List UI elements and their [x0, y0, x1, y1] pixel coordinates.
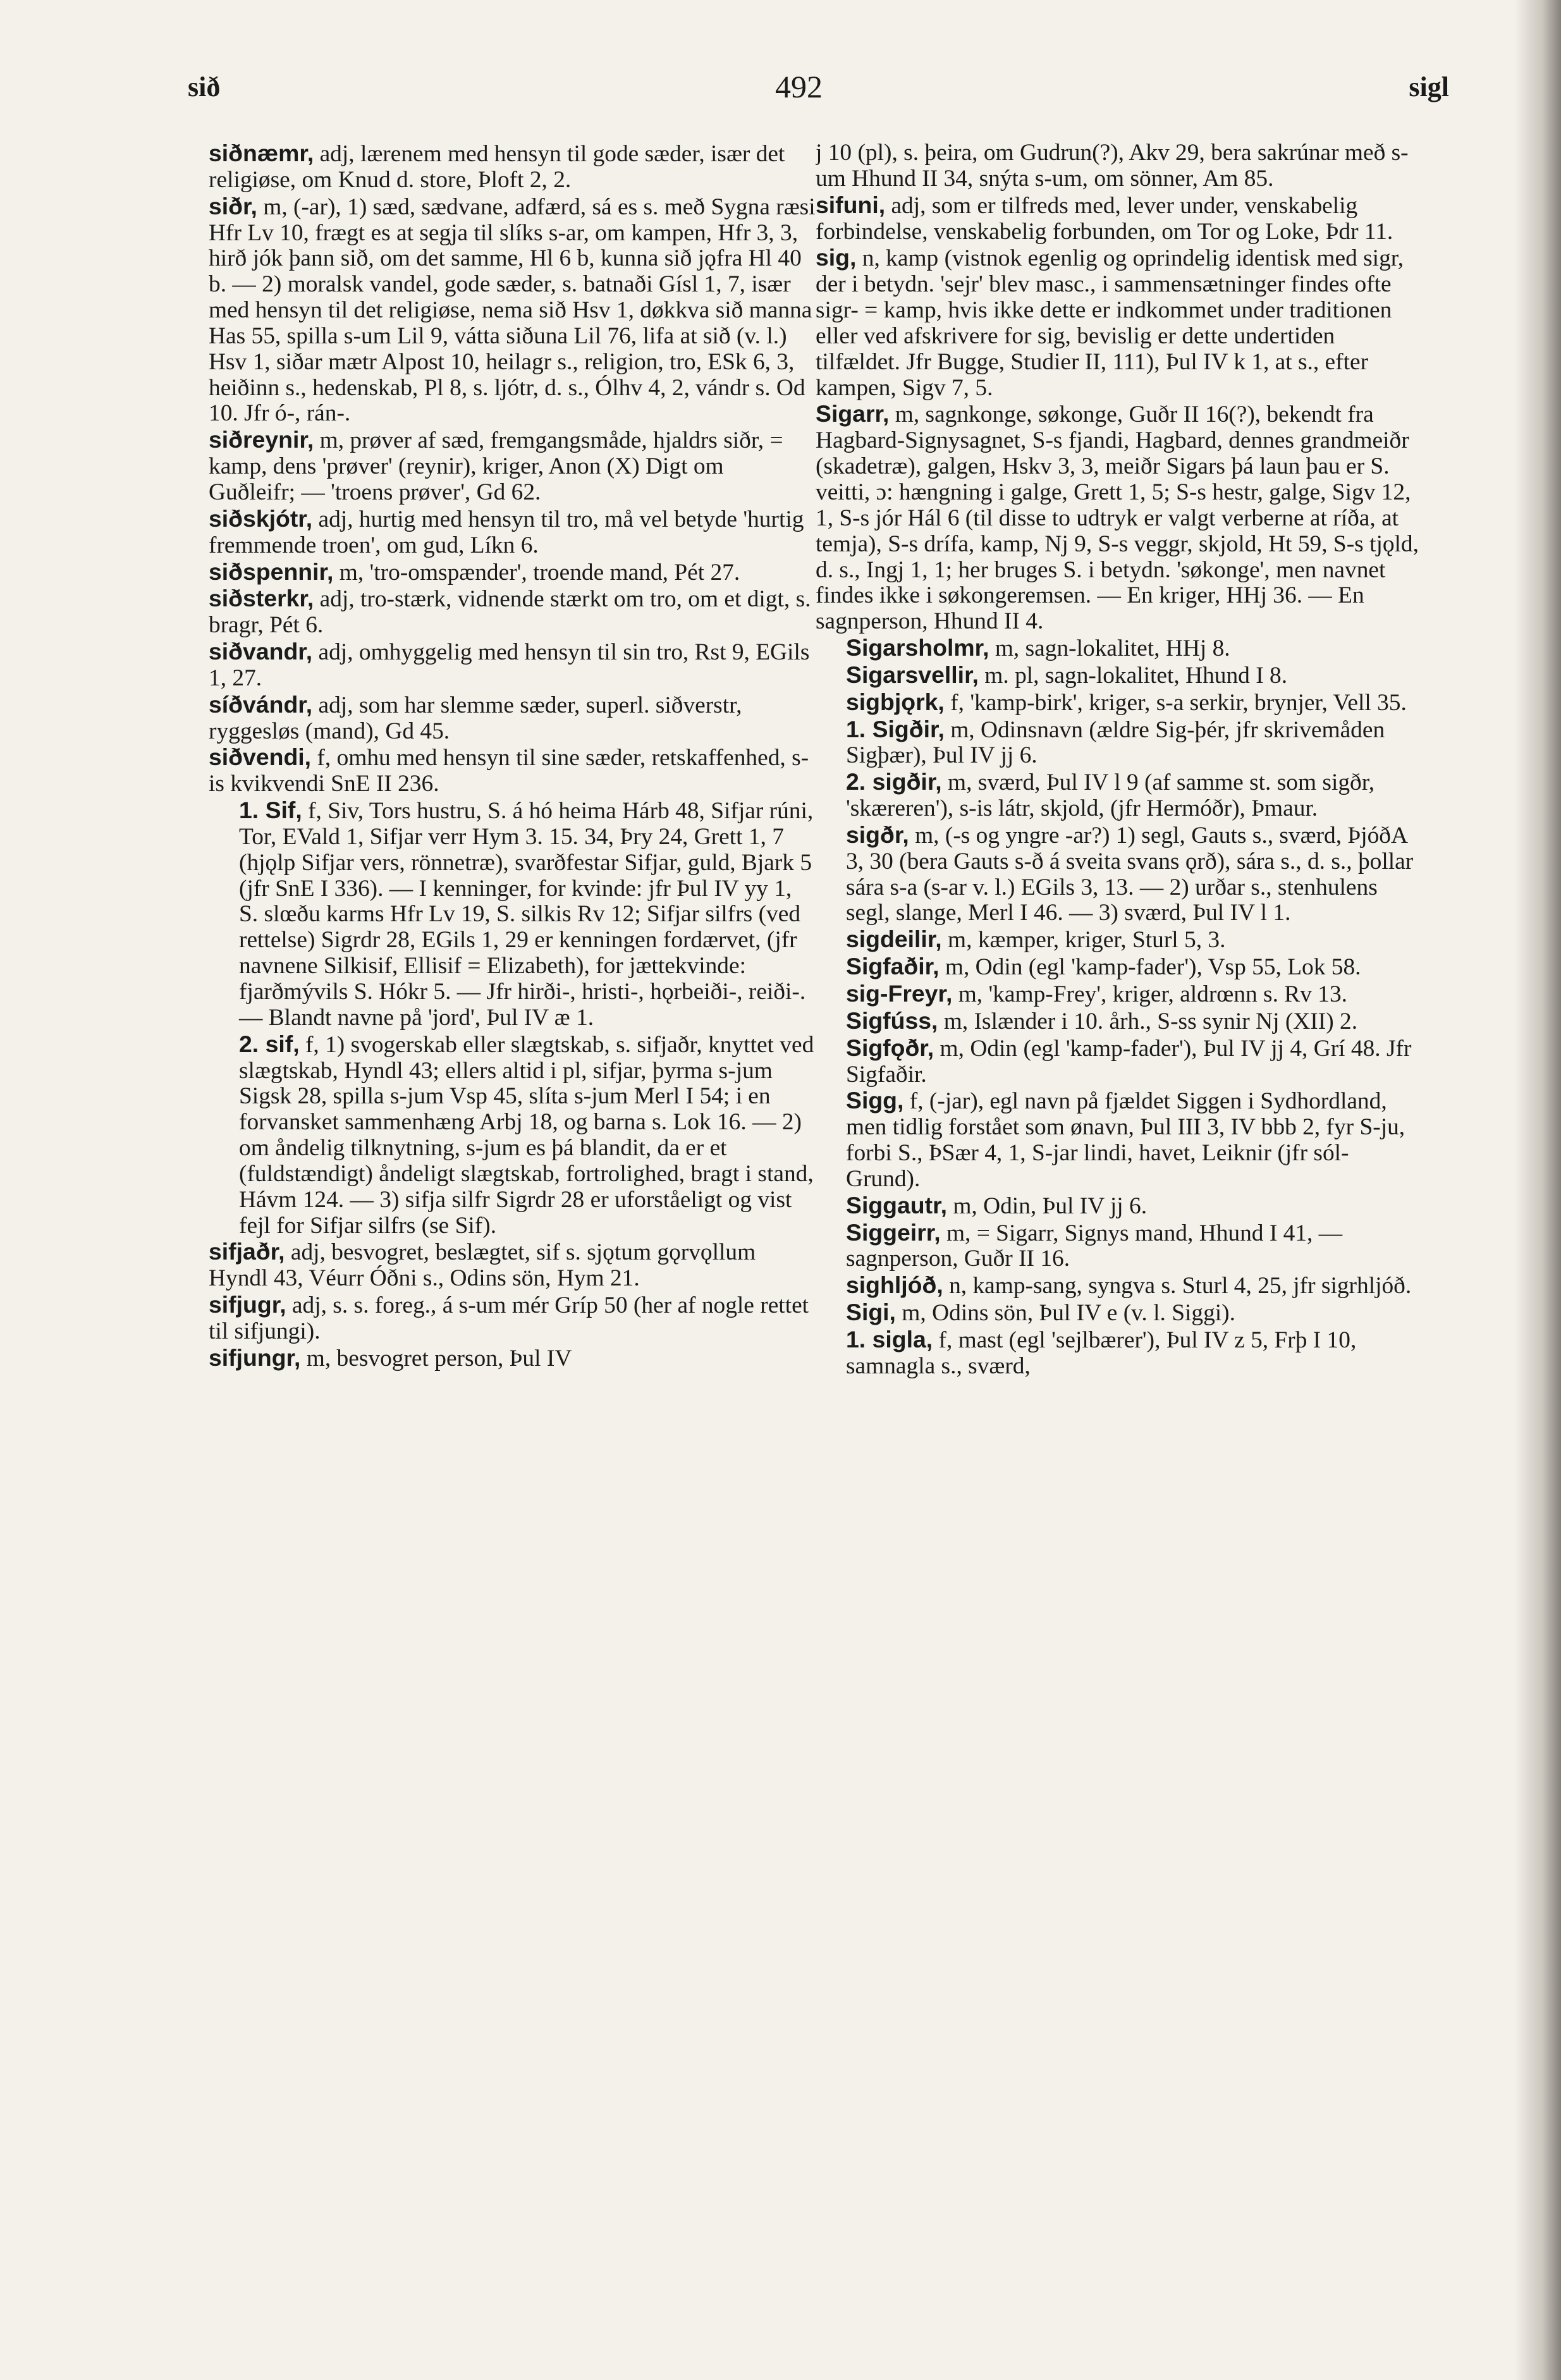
entry-headword: siðr,: [209, 192, 257, 219]
entry-headword: Sigfúss,: [846, 1007, 938, 1034]
entry-definition: m, Islænder i 10. årh., S-ss synir Nj (XII) 2.: [938, 1008, 1358, 1034]
entry-definition: m, 'kamp-Frey', kriger, aldrœnn s. Rv 13.: [952, 981, 1348, 1007]
entry-definition: m, kæmper, kriger, Sturl 5, 3.: [941, 927, 1226, 954]
dictionary-entry: [816, 981, 1423, 1008]
entry-definition: adj, tro-stærk, vidnende stærkt om tro, om et digt, s. bragr, Pét 6.: [209, 586, 811, 639]
entry-headword: sifjugr,: [209, 1291, 286, 1318]
dictionary-entry: [209, 506, 816, 559]
entry-headword: Sigfǫðr,: [846, 1034, 934, 1061]
dictionary-entry: [816, 954, 1423, 981]
entry-headword: 1. Sigðir,: [846, 715, 945, 742]
entry-definition: f, 'kamp-birk', kriger, s-a serkir, brynjer, Vell 35.: [944, 689, 1407, 716]
dictionary-entry: [209, 744, 816, 797]
dictionary-entry: [816, 662, 1423, 689]
dictionary-entry: [816, 1220, 1423, 1273]
dictionary-entry: [209, 559, 816, 586]
entry-headword: sigdeilir,: [846, 926, 942, 953]
dictionary-entry: [816, 635, 1423, 662]
dictionary-entry: [209, 692, 816, 745]
dictionary-entry: [816, 1008, 1423, 1035]
entry-definition: adj, hurtig med hensyn til tro, må vel betyde 'hurtig fremmende troen', om gud, Líkn 6.: [209, 506, 804, 558]
entry-definition: m, sagn-lokalitet, HHj 8.: [989, 635, 1230, 662]
dictionary-entry: [209, 1292, 816, 1345]
entry-headword: 1. Sif,: [239, 797, 302, 824]
dictionary-entry: [816, 1193, 1423, 1220]
page-number: 492: [775, 69, 823, 104]
entry-headword: Sigg,: [846, 1087, 904, 1114]
entry-definition: f, mast (egl 'sejlbærer'), Þul IV z 5, Frþ I 10, samnagla s., sværd,: [846, 1327, 1357, 1379]
entry-definition: m, prøver af sæd, fremgangsmåde, hjaldrs siðr, = kamp, dens 'prøver' (reynir), kriger, Anon (X) Digt om Guðleifr; — 'troens prøver', Gd 62.: [209, 427, 783, 505]
dictionary-entry: [209, 1031, 816, 1239]
running-head-right: sigl: [1409, 71, 1449, 102]
dictionary-entry: [209, 797, 816, 1031]
dictionary-entry: [209, 140, 816, 193]
dictionary-entry: [209, 427, 816, 506]
entry-definition: m, Odins sön, Þul IV e (v. l. Siggi).: [895, 1300, 1235, 1327]
entry-definition: f, Siv, Tors hustru, S. á hó heima Hárb 48, Sifjar rúni, Tor, EVald 1, Sifjar verr Hym 3. 15. 34, Þry 24, Grett 1, 7 (hjǫlp Sifjar vers, rönnetræ), svarðfestar Sifjar, guld, Bjark 5 (jfr SnE I 336). — I kenninger, for kvinde: jfr Þul IV yy 1, S. slœðu karms Hfr Lv 19, S. silkis Rv 12; Sifjar silfrs (ved rettelse) Sigrdr 28, EGils 1, 29 er kenningen fordærvet, (jfr navnene Silkisif, Ellisif = Elizabeth), for jættekvinde: fjarðmývils S. Hókr 5. — Jfr hirði-, hristi-, hǫrbeiði-, reiði-. — Blandt navne på 'jord', Þul IV æ 1.: [239, 798, 814, 1031]
entry-definition: m, besvogret person, Þul IV: [300, 1345, 572, 1371]
dictionary-entry: [816, 689, 1423, 716]
dictionary-entry: [816, 769, 1423, 822]
dictionary-entry: [816, 1088, 1423, 1192]
dictionary-entry: [816, 140, 1423, 192]
entry-definition: adj, som har slemme sæder, superl. siðverstr, ryggesløs (mand), Gd 45.: [209, 692, 742, 744]
entry-definition: adj, omhyggelig med hensyn til sin tro, Rst 9, EGils 1, 27.: [209, 639, 810, 691]
entry-headword: síðvándr,: [209, 690, 313, 718]
entry-definition: m, = Sigarr, Signys mand, Hhund I 41, — sagnperson, Guðr II 16.: [846, 1220, 1343, 1272]
left-column: [209, 140, 816, 2334]
entry-headword: siðsterkr,: [209, 585, 314, 612]
entry-headword: siðreynir,: [209, 426, 314, 453]
entry-headword: sighljóð,: [846, 1272, 943, 1299]
entry-headword: siðvandr,: [209, 638, 313, 665]
dictionary-entry: [816, 1299, 1423, 1327]
entry-headword: 2. sigðir,: [846, 768, 942, 795]
right-column: [816, 140, 1423, 2334]
entry-headword: sig,: [816, 244, 857, 271]
entry-headword: sig-Freyr,: [846, 980, 953, 1007]
entry-definition: adj, som er tilfreds med, lever under, venskabelig forbindelse, venskabelig forbunden, om Tor og Loke, Þdr 11.: [816, 192, 1393, 245]
dictionary-entry: [209, 1239, 816, 1292]
dictionary-entry: [816, 401, 1423, 635]
entry-headword: Sigi,: [846, 1299, 896, 1326]
entry-definition: m, Odin, Þul IV jj 6.: [946, 1193, 1148, 1219]
entry-headword: siðvendi,: [209, 744, 312, 771]
entry-definition: adj, besvogret, beslægtet, sif s. sjǫtum gǫrvǫllum Hyndl 43, Véurr Óðni s., Odins sön, Hym 21.: [209, 1239, 756, 1292]
entry-definition: adj, s. s. foreg., á s-um mér Gríp 50 (her af nogle rettet til sifjungi).: [209, 1292, 809, 1344]
entry-definition: m, (-ar), 1) sæd, sædvane, adfærd, sá es s. með Sygna ræsi Hfr Lv 10, frægt es at segja til slíks s-ar, om kampen, Hfr 3, 3, hirð jók þann sið, om det samme, Hl 6 b, kunna sið jǫfra Hl 40 b. — 2) moralsk vandel, gode sæder, s. batnaði Gísl 1, 7, især med hensyn til det religiøse, nema sið Hsv 1, døkkva sið manna Has 55, spilla s-um Lil 9, vátta siðuna Lil 76, lifa at sið (v. l.) Hsv 1, siðar mætr Alpost 10, heilagr s., religion, tro, ESk 6, 3, heiðinn s., hedenskab, Pl 8, s. ljótr, d. s., Ólhv 4, 2, vándr s. Od 10. Jfr ó-, rán-.: [209, 193, 816, 427]
entry-definition: m, sværd, Þul IV l 9 (af samme st. som sigðr, 'skæreren'), s-is látr, skjold, (jfr Hermóðr), Þmaur.: [846, 770, 1375, 822]
entry-headword: siðspennir,: [209, 558, 334, 585]
entry-headword: Sigarsvellir,: [846, 661, 979, 688]
dictionary-entry: [816, 192, 1423, 245]
entry-headword: 2. sif,: [239, 1030, 300, 1057]
dictionary-entry: [816, 1035, 1423, 1088]
entry-headword: sifuni,: [816, 191, 886, 218]
page-edge-shadow: [1514, 0, 1561, 2380]
dictionary-entry: [816, 1327, 1423, 1380]
entry-definition: m, (-s og yngre -ar?) 1) segl, Gauts s., sværd, ÞjóðA 3, 30 (bera Gauts s-ð á sveita svans ǫrð), sára s., d. s., þollar sára s-a (s-ar v. l.) EGils 3, 13. — 2) urðar s., stenhulens segl, slange, Merl I 46. — 3) sværd, Þul IV l 1.: [846, 822, 1414, 926]
entry-definition: adj, lærenem med hensyn til gode sæder, især det religiøse, om Knud d. store, Þloft 2, 2.: [209, 141, 785, 193]
entry-headword: sifjungr,: [209, 1344, 301, 1371]
entry-definition: m. pl, sagn-lokalitet, Hhund I 8.: [978, 662, 1288, 689]
entry-headword: Siggeirr,: [846, 1218, 941, 1246]
entry-headword: 1. sigla,: [846, 1325, 933, 1353]
dictionary-entry: [209, 639, 816, 692]
entry-headword: Sigfaðir,: [846, 953, 940, 980]
entry-headword: siðnæmr,: [209, 140, 314, 166]
entry-definition: m, sagnkonge, søkonge, Guðr II 16(?), bekendt fra Hagbard-Signysagnet, S-s fjandi, Hagbard, dennes grandmeiðr (skadetræ), galgen, Hskv 3, 3, meiðr Sigars þá laun þau er S. veitti, ɔ: hængning i galge, Grett 1, 5; S-s hestr, galge, Sigv 12, 1, S-s jór Hál 6 (til disse to udtryk er valgt verberne at ríða, at temja), S-s drífa, kamp, Nj 9, S-s veggr, skjold, Ht 59, S-s tjǫld, d. s., Ingj 1, 1; her bruges S. i betydn. 'søkonge', men navnet findes ikke i søkongeremsen. — En kriger, HHj 36. — En sagnperson, Hhund II 4.: [816, 402, 1419, 635]
entry-headword: Sigarsholmr,: [846, 634, 989, 661]
entry-definition: m, 'tro-omspænder', troende mand, Pét 27.: [333, 559, 740, 586]
dictionary-entry: [816, 926, 1423, 954]
entry-headword: sigbjǫrk,: [846, 688, 945, 715]
entry-definition: f, 1) svogerskab eller slægtskab, s. sifjaðr, knyttet ved slægtskab, Hyndl 43; ellers altid i pl, sifjar, þyrma s-jum Sigsk 28, spilla s-jum Vsp 45, slíta s-jum Merl I 54; i en forvansket sammenhæng Arbj 18, og barna s. Lok 16. — 2) om åndelig tilknytning, s-jum es þá blandit, da er et (fuldstændigt) åndeligt slægtskab, fortrolighed, bragt i stand, Hávm 124. — 3) sifja silfr Sigrdr 28 er uforståeligt og vist fejl for Sifjar silfrs (se Sif).: [239, 1031, 814, 1239]
entry-definition: j 10 (pl), s. þeira, om Gudrun(?), Akv 29, bera sakrúnar með s-um Hhund II 34, snýta s-um, om sönner, Am 85.: [816, 140, 1409, 192]
dictionary-entry: [209, 193, 816, 427]
entry-headword: siðskjótr,: [209, 505, 313, 532]
entry-definition: m, Odin (egl 'kamp-fader'), Þul IV jj 4, Grí 48. Jfr Sigfaðir.: [846, 1035, 1412, 1088]
dictionary-entry: [209, 586, 816, 639]
entry-headword: sigðr,: [846, 821, 909, 848]
running-head-left: sið: [188, 71, 221, 102]
entry-headword: Sigarr,: [816, 400, 890, 427]
entry-headword: sifjaðr,: [209, 1238, 285, 1265]
entry-headword: Siggautr,: [846, 1191, 947, 1218]
entry-definition: m, Odinsnavn (ældre Sig-þér, jfr skrivemåden Sigþær), Þul IV jj 6.: [846, 716, 1385, 769]
dictionary-entry: [816, 822, 1423, 926]
entry-definition: m, Odin (egl 'kamp-fader'), Vsp 55, Lok 58.: [939, 954, 1361, 981]
dictionary-entry: [209, 1345, 816, 1372]
dictionary-entry: [816, 1272, 1423, 1299]
dictionary-entry: [816, 245, 1423, 401]
entry-definition: f, omhu med hensyn til sine sæder, retskaffenhed, s-is kvikvendi SnE II 236.: [209, 745, 809, 797]
entry-definition: n, kamp (vistnok egenlig og oprindelig identisk med sigr, der i betydn. 'sejr' blev masc., i sammensætninger findes ofte sigr- = kamp, hvis ikke dette er indkommet under traditionen eller ved afskrivere for sig, bevislig er dette undertiden tilfældet. Jfr Bugge, Studier II, 111), Þul IV k 1, at s., efter kampen, Sigv 7, 5.: [816, 245, 1404, 401]
entry-definition: n, kamp-sang, syngva s. Sturl 4, 25, jfr sigrhljóð.: [943, 1273, 1412, 1299]
entry-definition: f, (-jar), egl navn på fjældet Siggen i Sydhordland, men tidlig forstået som ønavn, Þul III 3, IV bbb 2, fyr S-ju, forbi S., ÞSær 4, 1, S-jar lindi, havet, Leiknir (jfr sól-Grund).: [846, 1088, 1405, 1192]
dictionary-entry: [816, 716, 1423, 770]
